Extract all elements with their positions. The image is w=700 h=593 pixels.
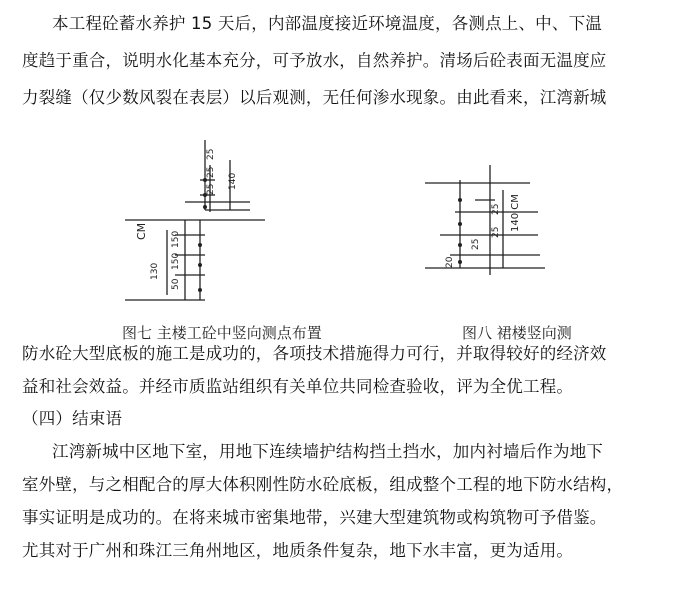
fig-left-label-5: 150 — [171, 230, 181, 248]
fig-left-label-7: 50 — [171, 278, 181, 290]
fig-left-label-2: 25 — [206, 166, 216, 178]
para3-line3: 事实证明是成功的。在将来城市密集地带，兴建大型建筑物或构筑物可予借鉴。 — [22, 508, 607, 527]
fig-left-label-3: 25 — [206, 183, 216, 195]
figure-right-diagram — [420, 150, 550, 285]
fig-left-label-1: 25 — [206, 148, 216, 160]
para1-line2: 度趋于重合，说明水化基本充分，可予放水，自然养护。清场后砼表面无温度应 — [22, 51, 607, 70]
para3-line1: 江湾新城中区地下室，用地下连续墙护结构挡土挡水，加内衬墙后作为地下 — [52, 442, 604, 461]
para3-line4: 尤其对于广州和珠江三角州地区，地质条件复杂，地下水丰富，更为适用。 — [22, 541, 574, 560]
para3-line2: 室外壁，与之相配合的厚大体积刚性防水砼底板，组成整个工程的地下防水结构， — [22, 475, 624, 494]
fig-right-label-4: 20 — [445, 256, 455, 268]
fig-left-label-4: 140 — [228, 172, 238, 190]
figure-left-caption: 图七 主楼工砼中竖向测点布置 — [122, 324, 322, 342]
figure-right — [420, 150, 550, 285]
figure-right-caption: 图八 裙楼竖向测 — [462, 324, 572, 342]
fig-left-label-6: 150 — [171, 252, 181, 270]
para1-line1: 本工程砼蓄水养护 15 天后，内部温度接近环境温度，各测点上、中、下温 — [52, 14, 602, 33]
fig-left-unit: CM — [135, 222, 148, 240]
section-title: （四）结束语 — [22, 409, 123, 428]
fig-right-unit: 140 CM — [510, 194, 521, 232]
figure-left-diagram — [115, 140, 265, 320]
figure-left — [115, 140, 265, 320]
fig-right-label-1: 25 — [491, 203, 501, 215]
para1-line3: 力裂缝（仅少数风裂在表层）以后观测，无任何渗水现象。由此看来，江湾新城 — [22, 88, 607, 107]
para2-line1: 防水砼大型底板的施工是成功的，各项技术措施得力可行，并取得较好的经济效 — [22, 344, 607, 363]
fig-right-label-3: 25 — [471, 238, 481, 250]
fig-left-label-8: 130 — [150, 262, 160, 280]
fig-right-label-2: 25 — [491, 226, 501, 238]
para2-line2: 益和社会效益。并经市质监站组织有关单位共同检查验收，评为全优工程。 — [22, 377, 574, 396]
